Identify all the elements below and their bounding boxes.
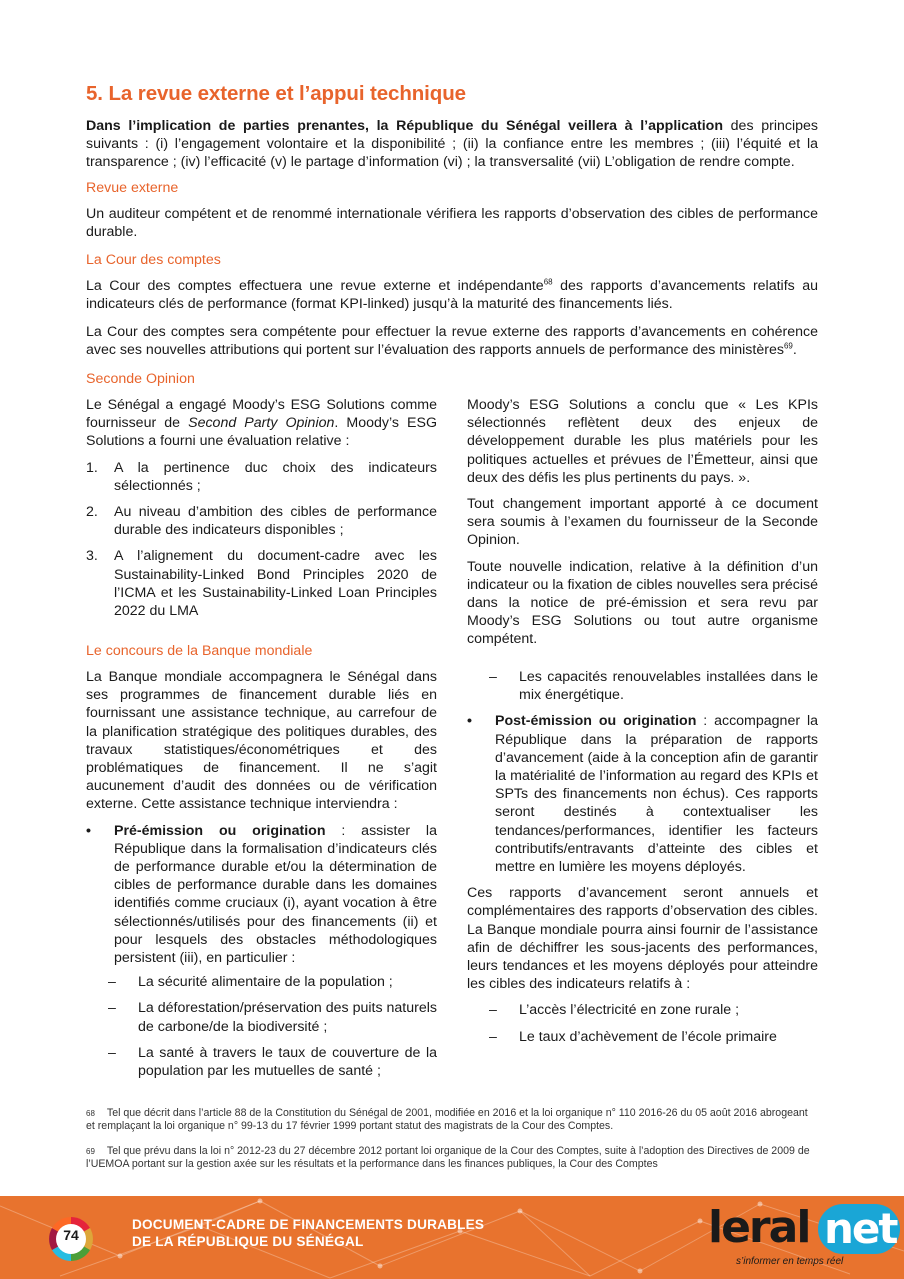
subheading-cour-des-comptes: La Cour des comptes bbox=[86, 252, 221, 268]
cour-p1-a: La Cour des comptes effectuera une revue externe et indépendante bbox=[86, 278, 544, 294]
logo-leral-text: leral bbox=[708, 1202, 810, 1253]
logo-tagline: s’informer en temps réel bbox=[736, 1256, 844, 1267]
list-item bbox=[86, 547, 437, 620]
footnote-mark: 69 bbox=[86, 1147, 95, 1156]
banque-bullet-list-2 bbox=[467, 712, 818, 876]
bullet-bold: Pré-émission ou origination bbox=[114, 822, 326, 839]
page-number: 74 bbox=[63, 1227, 79, 1243]
sublist-item bbox=[86, 973, 437, 991]
bullet-text: : accompagner la République dans la préparation de rapports d’avancement (aide à la conception afin de garantir la matérialité de l’information au regard des KPIs et SPTs des financements non échus). Ces rapports seront destinés à contextualiser les tendances/performances, identifier les facteurs contributifs/entravants d’atteinte des cibles et mettre en lumière les moyens déployés. bbox=[495, 713, 818, 876]
footer-title-line1: DOCUMENT-CADRE DE FINANCEMENTS DURABLES bbox=[132, 1217, 485, 1232]
footnote-69 bbox=[86, 1145, 818, 1172]
leral-net-logo bbox=[706, 1202, 902, 1274]
bullet-text: : assister la République dans la formalisation d’indicateurs clés de performance durable et/ou la détermination de cibles de performance durable dans les domaines identifiés comme cruciaux (i), ayant vocation à être sélectionnés/utilisés pour des financements (ii) et pour lesquels des obstacles méthodologiques persistent (iii), en particulier : bbox=[114, 822, 437, 967]
banque-bullet-list bbox=[86, 822, 437, 1081]
bullet-pre-emission bbox=[86, 822, 437, 1081]
list-item bbox=[86, 459, 437, 495]
banque-left-column bbox=[86, 668, 437, 1088]
seconde-right-paragraph-1: Moody’s ESG Solutions a conclu que « Les KPIs sélectionnés reflètent deux des enjeux de développement durable les plus matériels pour les politiques actuelles et prévues de l’Émetteur, ainsi que deux des défis les plus pertinents du pays. ». bbox=[467, 397, 818, 486]
list-text: A la pertinence duc choix des indicateurs sélectionnés ; bbox=[114, 459, 437, 494]
sublist-text: La santé à travers le taux de couverture de la population par les mutuelles de santé ; bbox=[138, 1044, 437, 1080]
banque-left-paragraph: La Banque mondiale accompagnera le Sénégal dans ses programmes de financement durable liés en fournissant une assistance technique, au carrefour de la planification stratégique des politiques durables, des travaux statistiques/économétriques et des problématiques de financement. Il ne s’agit aucunement d’audit des données ou de vérification externe. Cette assistance technique interviendra : bbox=[86, 669, 437, 813]
indicators-sublist bbox=[467, 1001, 818, 1045]
list-number: 3. bbox=[86, 548, 98, 565]
list-text: A l’alignement du document-cadre avec les Sustainability-Linked Bond Principles 2020 de l’ICMA et les Sustainability-Linked Loan Principles 2022 du LMA bbox=[114, 548, 437, 620]
logo-net-text: net bbox=[824, 1204, 897, 1253]
sublist-text: La déforestation/préservation des puits naturels de carbone/de la biodiversité ; bbox=[138, 1000, 437, 1035]
seconde-left-column bbox=[86, 396, 437, 628]
subheading-seconde-opinion: Seconde Opinion bbox=[86, 371, 195, 387]
bullet-mark: • bbox=[86, 822, 91, 839]
footer-title-line2: DE LA RÉPUBLIQUE DU SÉNÉGAL bbox=[132, 1234, 364, 1249]
sublist-item bbox=[467, 1001, 818, 1019]
sublist-item bbox=[86, 1044, 437, 1080]
seconde-right-paragraph-2: Tout changement important apporté à ce document sera soumis à l’examen du fournisseur de la Seconde Opinion. bbox=[467, 496, 818, 549]
bullet-mark: • bbox=[467, 713, 472, 730]
list-item bbox=[86, 503, 437, 539]
dash-mark: – bbox=[108, 1044, 116, 1061]
list-number: 2. bbox=[86, 504, 98, 521]
cour-p2-b: . bbox=[792, 342, 797, 359]
banque-right-paragraph: Ces rapports d’avancement seront annuels et complémentaires des rapports d’observation des cibles. La Banque mondiale pourra ainsi fournir de l’assistance afin de déchiffrer les sous-jacents des performances, leurs tendances et les moyens déployés pour atteindre les cibles des indicateurs relatifs à : bbox=[467, 885, 818, 993]
evaluation-list bbox=[86, 459, 437, 621]
footnote-ref-68: 68 bbox=[543, 277, 553, 287]
intro-paragraph bbox=[86, 117, 818, 172]
list-number: 1. bbox=[86, 459, 98, 476]
dash-mark: – bbox=[489, 1028, 497, 1045]
seconde-right-paragraph-3: Toute nouvelle indication, relative à la définition d’un indicateur ou la fixation de cibles nouvelles sera précisé dans la notice de pré-émission et sera revu par Moody’s ESG Solutions ou tout autre organisme compétent. bbox=[467, 558, 818, 648]
footnote-ref-69: 69 bbox=[783, 341, 793, 351]
seconde-left-b: . Moody’s ESG Solutions a fourni une évaluation relative : bbox=[86, 415, 437, 450]
footnote-68 bbox=[86, 1107, 818, 1134]
dash-mark: – bbox=[489, 1002, 497, 1019]
bullet-bold: Post-émission ou origination bbox=[495, 713, 697, 730]
sublist-item bbox=[86, 999, 437, 1035]
revue-externe-paragraph: Un auditeur compétent et de renommé internationale vérifiera les rapports d’observation des cibles de performance durable. bbox=[86, 206, 818, 241]
seconde-left-em: Second Party Opinion bbox=[188, 415, 335, 432]
sublist-item bbox=[467, 668, 818, 704]
seconde-left-a: Le Sénégal a engagé Moody’s ESG Solutions comme fournisseur de bbox=[86, 397, 437, 432]
intro-text: des principes suivants : (i) l’engagement volontaire et la disponibilité ; (ii) la confiance entre les membres ; (iii) l’équité et la transparence ; (iv) l’efficacité (v) le partage d’information (vi) ; la transversalité (vii) L’obligation de rendre compte. bbox=[86, 118, 818, 171]
dash-mark: – bbox=[489, 669, 497, 685]
sublist-text: La sécurité alimentaire de la population ; bbox=[138, 974, 393, 991]
intro-bold: Dans l’implication de parties prenantes, la République du Sénégal veillera à l’application bbox=[86, 118, 723, 134]
section-heading: 5. La revue externe et l’appui technique bbox=[86, 82, 466, 105]
cour-paragraph-2 bbox=[86, 323, 818, 359]
cour-p2-a: La Cour des comptes sera compétente pour effectuer la revue externe des rapports d’avancements en cohérence avec ses nouvelles attributions qui portent sur l’évaluation des rapports annuels de performance des ministères bbox=[86, 324, 818, 359]
pre-emission-sublist bbox=[86, 973, 437, 1080]
seconde-left-paragraph bbox=[86, 396, 437, 451]
banque-right-column bbox=[467, 668, 818, 1054]
list-text: Au niveau d’ambition des cibles de performance durable des indicateurs disponibles ; bbox=[114, 504, 437, 539]
sublist-text: L’accès l’électricité en zone rurale ; bbox=[519, 1002, 740, 1019]
continued-sublist bbox=[467, 668, 818, 704]
footnote-mark: 68 bbox=[86, 1109, 95, 1118]
footnote-text: Tel que décrit dans l’article 88 de la Constitution du Sénégal de 2001, modifiée en 2016 et la loi organique n° 110 2016-26 du 05 août 2016 abrogeant et remplaçant la loi organique n° 99-13 du 17 février 1999 portant statut des magistrats de la Cour des Comptes. bbox=[86, 1107, 808, 1133]
sublist-text: Les capacités renouvelables installées dans le mix énergétique. bbox=[519, 669, 818, 704]
cour-p1-b: des rapports d’avancements relatifs au indicateurs clés de performance (format KPI-linked) jusqu’à la maturité des financements liés. bbox=[86, 278, 819, 313]
dash-mark: – bbox=[108, 974, 116, 991]
sublist-item bbox=[467, 1028, 818, 1046]
dash-mark: – bbox=[108, 1000, 116, 1017]
subheading-banque-mondiale: Le concours de la Banque mondiale bbox=[86, 643, 313, 659]
sublist-text: Le taux d’achèvement de l’école primaire bbox=[519, 1028, 777, 1045]
cour-paragraph-1 bbox=[86, 277, 818, 313]
footnote-text: Tel que prévu dans la loi n° 2012-23 du 27 décembre 2012 portant loi organique de la Cour des Comptes, suite à l’adoption des Directives de 2009 de l’UEMOA portant sur la gestion axée sur les résultats et la performance dans les finances publiques, la Cour des Comptes bbox=[86, 1145, 810, 1171]
seconde-right-column bbox=[467, 396, 818, 657]
subheading-revue-externe: Revue externe bbox=[86, 180, 179, 196]
bullet-post-emission bbox=[467, 712, 818, 876]
